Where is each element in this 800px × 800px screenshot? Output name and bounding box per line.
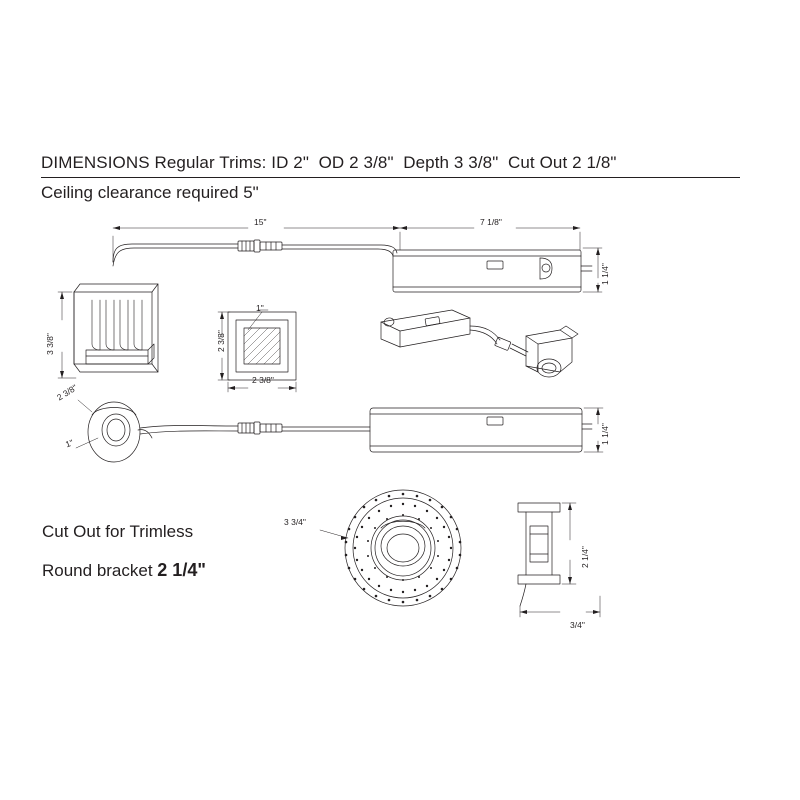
dim-cable-length: 15" [254, 217, 267, 227]
round-bracket-label [42, 556, 206, 585]
dim-bracket-flange: 3/4" [570, 620, 585, 630]
cutout-trimless-label: Cut Out for Trimless [42, 522, 194, 541]
dim-driver-height: 1 1/4" [600, 263, 610, 285]
dim-driver-length: 7 1/8" [480, 217, 502, 227]
dim-bracket-od: 3 3/4" [284, 517, 306, 527]
dim-driver-height-2: 1 1/4" [600, 423, 610, 445]
ceiling-clearance-note: Ceiling clearance required 5" [41, 183, 259, 202]
dim-square-outer: 2 3/8" [252, 375, 274, 385]
dim-square-inner: 2 3/8" [216, 330, 226, 352]
dim-square-tick: 1" [256, 303, 264, 313]
dim-trim-depth: 3 3/8" [45, 333, 55, 355]
round-bracket-value: 2 1/4" [157, 560, 206, 580]
heading-divider [41, 177, 740, 178]
heading-block [41, 152, 741, 202]
dimensions-heading: DIMENSIONS Regular Trims: ID 2" OD 2 3/8" Depth 3 3/8" Cut Out 2 1/8" [41, 153, 617, 172]
dim-bracket-depth: 2 1/4" [580, 546, 590, 568]
dim-round-aperture: 1" [64, 437, 75, 450]
round-bracket-prefix: Round bracket [42, 561, 158, 580]
dim-round-od: 2 3/8" [55, 382, 79, 403]
